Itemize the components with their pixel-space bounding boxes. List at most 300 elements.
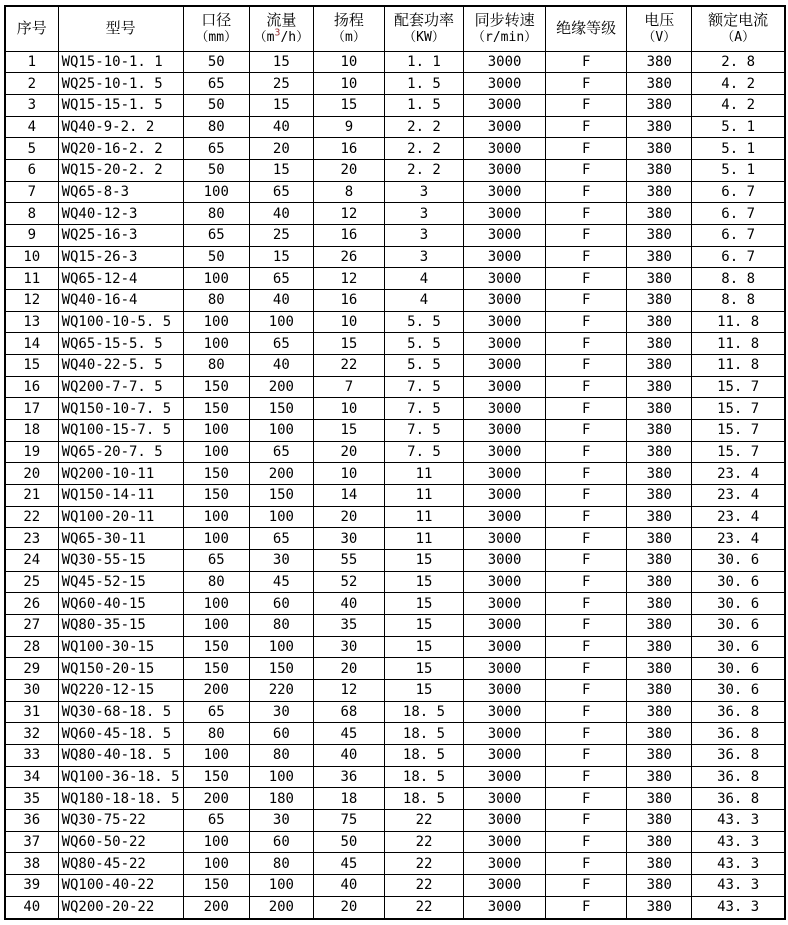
- cell-insulation-class: F: [546, 203, 627, 225]
- cell-voltage: 380: [627, 810, 692, 832]
- cell-rated-current: 30. 6: [692, 549, 785, 571]
- cell-rated-current: 43. 3: [692, 810, 785, 832]
- cell-serial-number: 27: [5, 614, 58, 636]
- table-row: [5, 289, 785, 311]
- cell-power: 3: [384, 181, 463, 203]
- cell-diameter: 100: [183, 831, 249, 853]
- cell-sync-speed: 3000: [464, 159, 546, 181]
- table-row: [5, 159, 785, 181]
- cell-insulation-class: F: [546, 246, 627, 268]
- cell-model: WQ100-15-7. 5: [58, 419, 183, 441]
- cell-head: 16: [313, 224, 384, 246]
- cell-rated-current: 23. 4: [692, 506, 785, 528]
- cell-model: WQ40-9-2. 2: [58, 116, 183, 138]
- cell-flow-rate: 30: [249, 701, 313, 723]
- cell-serial-number: 18: [5, 419, 58, 441]
- header-title: 电压: [644, 11, 675, 30]
- cell-diameter: 200: [183, 896, 249, 919]
- cell-flow-rate: 60: [249, 723, 313, 745]
- header-unit: （m）: [332, 30, 366, 45]
- cell-power: 5. 5: [384, 354, 463, 376]
- cell-flow-rate: 40: [249, 203, 313, 225]
- cell-flow-rate: 100: [249, 506, 313, 528]
- table-row: [5, 398, 785, 420]
- table-row: [5, 723, 785, 745]
- cell-flow-rate: 180: [249, 788, 313, 810]
- cell-model: WQ65-12-4: [58, 268, 183, 290]
- cell-sync-speed: 3000: [464, 571, 546, 593]
- header-cell-power: [384, 6, 463, 51]
- cell-insulation-class: F: [546, 788, 627, 810]
- cell-rated-current: 30. 6: [692, 614, 785, 636]
- cell-flow-rate: 80: [249, 614, 313, 636]
- cell-diameter: 200: [183, 788, 249, 810]
- cell-model: WQ20-16-2. 2: [58, 138, 183, 160]
- cell-flow-rate: 25: [249, 224, 313, 246]
- cell-flow-rate: 60: [249, 831, 313, 853]
- cell-diameter: 100: [183, 853, 249, 875]
- header-title: 额定电流: [708, 11, 769, 30]
- header-unit: （r/min）: [472, 30, 538, 45]
- cell-rated-current: 36. 8: [692, 766, 785, 788]
- cell-head: 16: [313, 289, 384, 311]
- cell-model: WQ15-20-2. 2: [58, 159, 183, 181]
- cell-diameter: 100: [183, 441, 249, 463]
- cell-diameter: 80: [183, 116, 249, 138]
- cell-rated-current: 15. 7: [692, 398, 785, 420]
- cell-model: WQ200-10-11: [58, 463, 183, 485]
- cell-rated-current: 30. 6: [692, 679, 785, 701]
- cell-insulation-class: F: [546, 766, 627, 788]
- header-title: 同步转速: [474, 11, 535, 30]
- cell-sync-speed: 3000: [464, 333, 546, 355]
- cell-voltage: 380: [627, 419, 692, 441]
- cell-rated-current: 36. 8: [692, 745, 785, 767]
- cell-head: 12: [313, 268, 384, 290]
- cell-insulation-class: F: [546, 289, 627, 311]
- cell-sync-speed: 3000: [464, 441, 546, 463]
- cell-serial-number: 14: [5, 333, 58, 355]
- cell-voltage: 380: [627, 289, 692, 311]
- cell-flow-rate: 150: [249, 484, 313, 506]
- cell-head: 35: [313, 614, 384, 636]
- cell-voltage: 380: [627, 701, 692, 723]
- cell-head: 40: [313, 593, 384, 615]
- cell-model: WQ65-8-3: [58, 181, 183, 203]
- cell-model: WQ100-20-11: [58, 506, 183, 528]
- cell-serial-number: 34: [5, 766, 58, 788]
- header-title: 口径: [201, 11, 232, 30]
- cell-flow-rate: 65: [249, 181, 313, 203]
- cell-insulation-class: F: [546, 658, 627, 680]
- cell-serial-number: 13: [5, 311, 58, 333]
- cell-insulation-class: F: [546, 354, 627, 376]
- cell-power: 15: [384, 614, 463, 636]
- cell-sync-speed: 3000: [464, 268, 546, 290]
- cell-sync-speed: 3000: [464, 311, 546, 333]
- table-row: [5, 853, 785, 875]
- cell-power: 18. 5: [384, 723, 463, 745]
- cell-serial-number: 7: [5, 181, 58, 203]
- cell-insulation-class: F: [546, 73, 627, 95]
- cell-power: 7. 5: [384, 419, 463, 441]
- cell-diameter: 150: [183, 658, 249, 680]
- table-row: [5, 376, 785, 398]
- table-row: [5, 896, 785, 919]
- cell-voltage: 380: [627, 181, 692, 203]
- cell-head: 20: [313, 441, 384, 463]
- cell-serial-number: 22: [5, 506, 58, 528]
- cell-sync-speed: 3000: [464, 875, 546, 897]
- table-row: [5, 549, 785, 571]
- cell-serial-number: 30: [5, 679, 58, 701]
- cell-diameter: 100: [183, 528, 249, 550]
- cell-insulation-class: F: [546, 636, 627, 658]
- cell-model: WQ30-75-22: [58, 810, 183, 832]
- cell-flow-rate: 100: [249, 766, 313, 788]
- cell-model: WQ80-35-15: [58, 614, 183, 636]
- cell-power: 15: [384, 679, 463, 701]
- cell-sync-speed: 3000: [464, 788, 546, 810]
- cell-voltage: 380: [627, 528, 692, 550]
- header-cell-model: [58, 6, 183, 51]
- cell-sync-speed: 3000: [464, 484, 546, 506]
- cell-insulation-class: F: [546, 701, 627, 723]
- header-cell-flow-rate: [249, 6, 313, 51]
- cell-sync-speed: 3000: [464, 810, 546, 832]
- cell-voltage: 380: [627, 354, 692, 376]
- header-cell-rated-current: [692, 6, 785, 51]
- cell-diameter: 65: [183, 549, 249, 571]
- cell-serial-number: 32: [5, 723, 58, 745]
- cell-serial-number: 29: [5, 658, 58, 680]
- cell-insulation-class: F: [546, 116, 627, 138]
- cell-model: WQ200-7-7. 5: [58, 376, 183, 398]
- cell-insulation-class: F: [546, 94, 627, 116]
- cell-rated-current: 11. 8: [692, 333, 785, 355]
- cell-serial-number: 8: [5, 203, 58, 225]
- table-row: [5, 636, 785, 658]
- unit-pre: （m: [253, 30, 275, 45]
- cell-diameter: 150: [183, 636, 249, 658]
- cell-insulation-class: F: [546, 679, 627, 701]
- cell-power: 7. 5: [384, 376, 463, 398]
- table-body: [5, 51, 785, 919]
- cell-rated-current: 43. 3: [692, 853, 785, 875]
- cell-diameter: 150: [183, 484, 249, 506]
- cell-power: 22: [384, 875, 463, 897]
- cell-voltage: 380: [627, 679, 692, 701]
- cell-model: WQ200-20-22: [58, 896, 183, 919]
- cell-diameter: 100: [183, 333, 249, 355]
- cell-head: 50: [313, 831, 384, 853]
- cell-power: 7. 5: [384, 398, 463, 420]
- cell-rated-current: 4. 2: [692, 94, 785, 116]
- cell-diameter: 65: [183, 701, 249, 723]
- cell-power: 18. 5: [384, 745, 463, 767]
- cell-voltage: 380: [627, 311, 692, 333]
- cell-rated-current: 15. 7: [692, 419, 785, 441]
- header-cell-sync-speed: [464, 6, 546, 51]
- cell-flow-rate: 65: [249, 528, 313, 550]
- cell-flow-rate: 150: [249, 398, 313, 420]
- cell-head: 8: [313, 181, 384, 203]
- cell-flow-rate: 200: [249, 376, 313, 398]
- cell-power: 15: [384, 593, 463, 615]
- header-cell-head: [313, 6, 384, 51]
- cell-power: 22: [384, 831, 463, 853]
- cell-voltage: 380: [627, 94, 692, 116]
- cell-voltage: 380: [627, 593, 692, 615]
- header-cell-voltage: [627, 6, 692, 51]
- table-row: [5, 203, 785, 225]
- cell-sync-speed: 3000: [464, 506, 546, 528]
- cell-rated-current: 6. 7: [692, 224, 785, 246]
- cell-flow-rate: 15: [249, 94, 313, 116]
- cell-rated-current: 23. 4: [692, 528, 785, 550]
- cell-serial-number: 17: [5, 398, 58, 420]
- table-row: [5, 94, 785, 116]
- cell-head: 14: [313, 484, 384, 506]
- cell-head: 20: [313, 159, 384, 181]
- cell-head: 26: [313, 246, 384, 268]
- cell-flow-rate: 100: [249, 419, 313, 441]
- cell-serial-number: 1: [5, 51, 58, 73]
- cell-head: 12: [313, 679, 384, 701]
- cell-insulation-class: F: [546, 311, 627, 333]
- cell-head: 15: [313, 333, 384, 355]
- table-row: [5, 593, 785, 615]
- cell-diameter: 80: [183, 354, 249, 376]
- cell-head: 20: [313, 658, 384, 680]
- cell-serial-number: 9: [5, 224, 58, 246]
- cell-head: 45: [313, 723, 384, 745]
- cell-sync-speed: 3000: [464, 549, 546, 571]
- cell-voltage: 380: [627, 896, 692, 919]
- cell-serial-number: 10: [5, 246, 58, 268]
- cell-model: WQ220-12-15: [58, 679, 183, 701]
- table-row: [5, 614, 785, 636]
- cell-voltage: 380: [627, 224, 692, 246]
- cell-rated-current: 36. 8: [692, 701, 785, 723]
- cell-head: 20: [313, 506, 384, 528]
- cubic-superscript: 3: [274, 27, 281, 39]
- cell-diameter: 80: [183, 571, 249, 593]
- cell-power: 15: [384, 571, 463, 593]
- cell-voltage: 380: [627, 268, 692, 290]
- cell-head: 10: [313, 463, 384, 485]
- cell-diameter: 100: [183, 614, 249, 636]
- cell-flow-rate: 40: [249, 116, 313, 138]
- cell-insulation-class: F: [546, 441, 627, 463]
- cell-diameter: 150: [183, 463, 249, 485]
- cell-rated-current: 30. 6: [692, 636, 785, 658]
- cell-flow-rate: 15: [249, 246, 313, 268]
- cell-voltage: 380: [627, 766, 692, 788]
- table-row: [5, 354, 785, 376]
- cell-power: 5. 5: [384, 311, 463, 333]
- cell-serial-number: 21: [5, 484, 58, 506]
- cell-model: WQ60-40-15: [58, 593, 183, 615]
- cell-power: 2. 2: [384, 138, 463, 160]
- cell-serial-number: 25: [5, 571, 58, 593]
- cell-voltage: 380: [627, 831, 692, 853]
- cell-voltage: 380: [627, 658, 692, 680]
- cell-flow-rate: 40: [249, 354, 313, 376]
- cell-model: WQ45-52-15: [58, 571, 183, 593]
- cell-insulation-class: F: [546, 745, 627, 767]
- cell-flow-rate: 80: [249, 745, 313, 767]
- cell-head: 30: [313, 636, 384, 658]
- cell-rated-current: 15. 7: [692, 376, 785, 398]
- table-row: [5, 116, 785, 138]
- cell-diameter: 50: [183, 159, 249, 181]
- cell-rated-current: 11. 8: [692, 311, 785, 333]
- cell-diameter: 100: [183, 311, 249, 333]
- cell-sync-speed: 3000: [464, 463, 546, 485]
- cell-rated-current: 5. 1: [692, 138, 785, 160]
- cell-voltage: 380: [627, 506, 692, 528]
- cell-model: WQ15-15-1. 5: [58, 94, 183, 116]
- header-title: 型号: [105, 19, 136, 38]
- cell-insulation-class: F: [546, 333, 627, 355]
- cell-voltage: 380: [627, 138, 692, 160]
- table-row: [5, 506, 785, 528]
- cell-head: 18: [313, 788, 384, 810]
- cell-voltage: 380: [627, 376, 692, 398]
- header-row: [5, 6, 785, 51]
- cell-serial-number: 31: [5, 701, 58, 723]
- cell-rated-current: 36. 8: [692, 788, 785, 810]
- cell-model: WQ150-14-11: [58, 484, 183, 506]
- cell-flow-rate: 30: [249, 549, 313, 571]
- cell-insulation-class: F: [546, 506, 627, 528]
- header-title: 配套功率: [393, 11, 454, 30]
- cell-diameter: 150: [183, 875, 249, 897]
- table-row: [5, 73, 785, 95]
- cell-rated-current: 43. 3: [692, 831, 785, 853]
- cell-power: 11: [384, 506, 463, 528]
- cell-model: WQ60-45-18. 5: [58, 723, 183, 745]
- table-row: [5, 311, 785, 333]
- cell-model: WQ100-40-22: [58, 875, 183, 897]
- cell-sync-speed: 3000: [464, 593, 546, 615]
- table-row: [5, 333, 785, 355]
- cell-sync-speed: 3000: [464, 853, 546, 875]
- cell-insulation-class: F: [546, 181, 627, 203]
- cell-insulation-class: F: [546, 419, 627, 441]
- cell-rated-current: 5. 1: [692, 116, 785, 138]
- cell-diameter: 100: [183, 419, 249, 441]
- table-row: [5, 484, 785, 506]
- table-row: [5, 51, 785, 73]
- cell-head: 10: [313, 51, 384, 73]
- cell-voltage: 380: [627, 549, 692, 571]
- table-row: [5, 419, 785, 441]
- cell-flow-rate: 30: [249, 810, 313, 832]
- cell-serial-number: 20: [5, 463, 58, 485]
- cell-diameter: 65: [183, 224, 249, 246]
- cell-serial-number: 37: [5, 831, 58, 853]
- cell-power: 18. 5: [384, 766, 463, 788]
- cell-flow-rate: 200: [249, 896, 313, 919]
- cell-head: 52: [313, 571, 384, 593]
- header-title: 绝缘等级: [556, 19, 617, 38]
- pump-spec-table: [4, 5, 786, 920]
- cell-serial-number: 38: [5, 853, 58, 875]
- cell-model: WQ30-68-18. 5: [58, 701, 183, 723]
- cell-serial-number: 11: [5, 268, 58, 290]
- cell-serial-number: 36: [5, 810, 58, 832]
- table-row: [5, 528, 785, 550]
- cell-rated-current: 5. 1: [692, 159, 785, 181]
- cell-serial-number: 35: [5, 788, 58, 810]
- cell-insulation-class: F: [546, 723, 627, 745]
- cell-voltage: 380: [627, 246, 692, 268]
- cell-power: 1. 5: [384, 73, 463, 95]
- cell-insulation-class: F: [546, 853, 627, 875]
- cell-power: 15: [384, 658, 463, 680]
- cell-voltage: 380: [627, 788, 692, 810]
- cell-model: WQ60-50-22: [58, 831, 183, 853]
- cell-power: 18. 5: [384, 788, 463, 810]
- cell-flow-rate: 80: [249, 853, 313, 875]
- cell-model: WQ100-30-15: [58, 636, 183, 658]
- cell-model: WQ25-16-3: [58, 224, 183, 246]
- cell-voltage: 380: [627, 51, 692, 73]
- cell-sync-speed: 3000: [464, 679, 546, 701]
- cell-power: 5. 5: [384, 333, 463, 355]
- cell-rated-current: 36. 8: [692, 723, 785, 745]
- cell-diameter: 80: [183, 723, 249, 745]
- cell-model: WQ40-22-5. 5: [58, 354, 183, 376]
- cell-flow-rate: 20: [249, 138, 313, 160]
- cell-rated-current: 43. 3: [692, 875, 785, 897]
- cell-insulation-class: F: [546, 138, 627, 160]
- table-row: [5, 181, 785, 203]
- cell-power: 3: [384, 246, 463, 268]
- cell-power: 1. 1: [384, 51, 463, 73]
- cell-serial-number: 16: [5, 376, 58, 398]
- cell-head: 15: [313, 419, 384, 441]
- cell-flow-rate: 45: [249, 571, 313, 593]
- cell-power: 22: [384, 896, 463, 919]
- cell-power: 4: [384, 268, 463, 290]
- cell-voltage: 380: [627, 116, 692, 138]
- cell-flow-rate: 15: [249, 159, 313, 181]
- cell-head: 12: [313, 203, 384, 225]
- cell-flow-rate: 220: [249, 679, 313, 701]
- cell-sync-speed: 3000: [464, 246, 546, 268]
- cell-model: WQ80-40-18. 5: [58, 745, 183, 767]
- cell-flow-rate: 100: [249, 875, 313, 897]
- cell-serial-number: 5: [5, 138, 58, 160]
- cell-rated-current: 8. 8: [692, 289, 785, 311]
- cell-head: 68: [313, 701, 384, 723]
- cell-insulation-class: F: [546, 484, 627, 506]
- cell-head: 40: [313, 745, 384, 767]
- cell-serial-number: 39: [5, 875, 58, 897]
- cell-rated-current: 2. 8: [692, 51, 785, 73]
- table-row: [5, 246, 785, 268]
- cell-head: 9: [313, 116, 384, 138]
- cell-sync-speed: 3000: [464, 419, 546, 441]
- header-title: 流量: [266, 11, 297, 30]
- cell-rated-current: 30. 6: [692, 593, 785, 615]
- cell-rated-current: 8. 8: [692, 268, 785, 290]
- cell-sync-speed: 3000: [464, 289, 546, 311]
- cell-model: WQ40-16-4: [58, 289, 183, 311]
